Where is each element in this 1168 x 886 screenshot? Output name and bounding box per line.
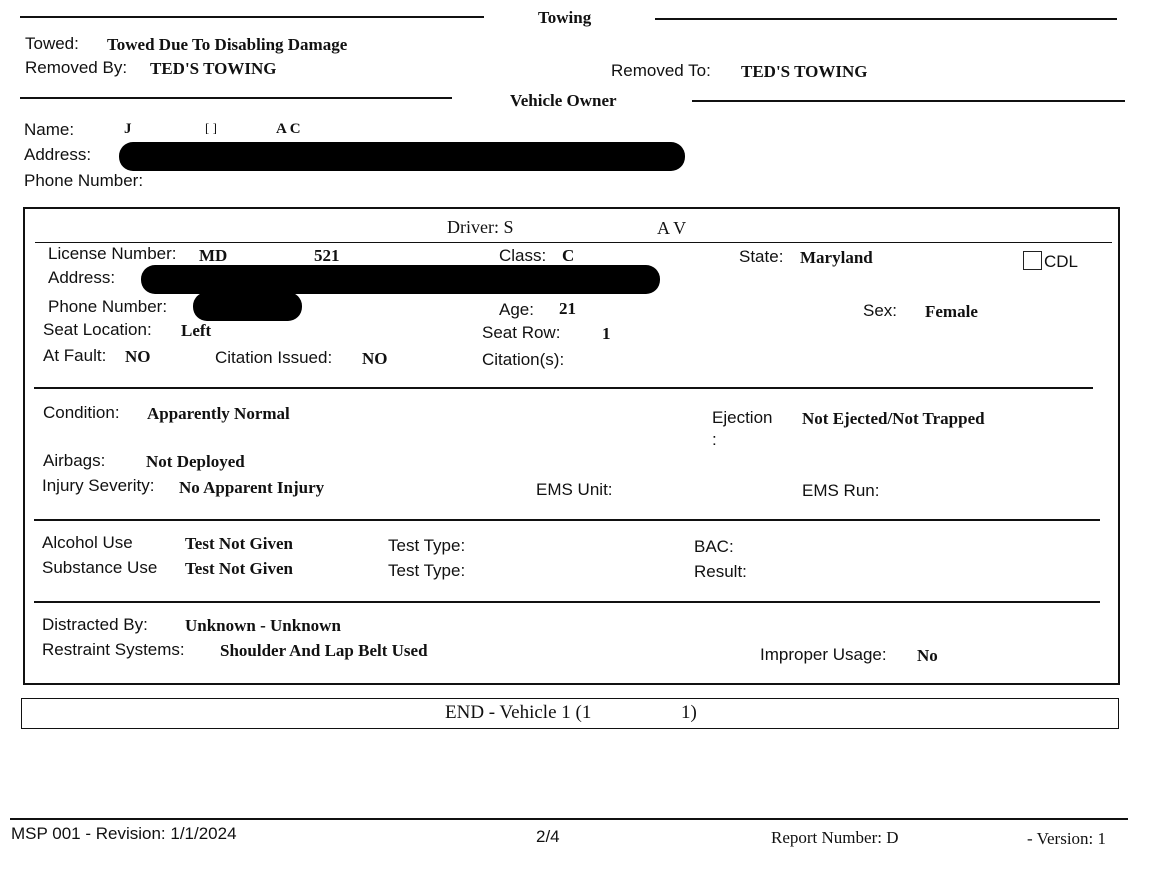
age-label: Age: [499,300,534,319]
cdl-label: CDL [1044,252,1079,271]
distracted-by-label: Distracted By: [42,615,148,634]
seat-row-value: 1 [602,324,611,343]
restraint-systems-value: Shoulder And Lap Belt Used [220,641,428,660]
age-value: 21 [559,299,576,318]
substance-test-type-label: Test Type: [388,561,466,580]
injury-severity-label: Injury Severity: [42,476,155,495]
ejection-value: Not Ejected/Not Trapped [802,409,985,428]
condition-label: Condition: [43,403,120,422]
owner-name-last: A C [276,121,301,137]
towing-rule-right [655,18,1117,20]
improper-usage-label: Improper Usage: [760,645,887,664]
removed-by-label: Removed By: [25,58,128,77]
result-label: Result: [694,562,747,581]
end-vehicle-suffix: 1) [681,702,697,723]
airbags-label: Airbags: [43,451,106,470]
driver-header-label: Driver: S [447,217,514,237]
alcohol-use-value: Test Not Given [185,534,293,553]
driver-rule-1 [34,387,1093,389]
driver-address-redaction [141,265,660,294]
footer-rule [10,818,1128,820]
state-label: State: [739,247,784,266]
footer-form-revision: MSP 001 - Revision: 1/1/2024 [11,824,237,843]
owner-address-label: Address: [24,145,92,164]
driver-rule-3 [34,601,1100,603]
towing-rule-left [20,16,484,18]
injury-severity-value: No Apparent Injury [179,478,325,497]
driver-header-suffix: A V [657,218,687,238]
seat-location-value: Left [181,321,212,340]
citation-issued-label: Citation Issued: [215,348,333,367]
airbags-value: Not Deployed [146,452,245,471]
footer-report-number: Report Number: D [771,828,899,847]
at-fault-label: At Fault: [43,346,107,365]
license-number-prefix: MD [199,246,228,265]
footer-page-number: 2/4 [536,827,560,846]
citation-issued-value: NO [362,349,388,368]
license-number-label: License Number: [48,244,177,263]
ejection-label: Ejection [712,408,773,427]
driver-rule-2 [34,519,1100,521]
owner-phone-label: Phone Number: [24,171,144,190]
substance-use-label: Substance Use [42,558,158,577]
owner-header: Vehicle Owner [510,91,617,110]
removed-to-label: Removed To: [611,61,711,80]
ems-unit-label: EMS Unit: [536,480,613,499]
condition-value: Apparently Normal [147,404,290,423]
bac-label: BAC: [694,537,734,556]
seat-location-label: Seat Location: [43,320,152,339]
owner-name-mid: [ ] [205,120,217,135]
sex-value: Female [925,302,978,321]
ejection-colon: : [712,430,717,449]
class-value: C [562,246,575,265]
alcohol-use-label: Alcohol Use [42,533,133,552]
at-fault-value: NO [125,347,151,366]
towed-value: Towed Due To Disabling Damage [107,35,348,54]
substance-use-value: Test Not Given [185,559,293,578]
end-vehicle-prefix: END - Vehicle 1 (1 [445,702,592,723]
alcohol-test-type-label: Test Type: [388,536,466,555]
driver-header-rule [35,242,1112,243]
cdl-checkbox[interactable] [1023,251,1042,270]
seat-row-label: Seat Row: [482,323,561,342]
improper-usage-value: No [917,646,938,665]
removed-by-value: TED'S TOWING [150,59,277,78]
removed-to-value: TED'S TOWING [741,62,868,81]
owner-rule-right [692,100,1125,102]
towing-header: Towing [538,8,592,27]
ems-run-label: EMS Run: [802,481,880,500]
driver-phone-redaction [193,292,302,321]
class-label: Class: [499,246,547,265]
sex-label: Sex: [863,301,898,320]
owner-name-first: J [124,121,132,137]
owner-rule-left [20,97,452,99]
license-number-suffix: 521 [314,246,340,265]
owner-address-redaction [119,142,685,171]
state-value: Maryland [800,248,873,267]
towed-label: Towed: [25,34,79,53]
footer-version: - Version: 1 [1027,829,1107,848]
restraint-systems-label: Restraint Systems: [42,640,185,659]
driver-address-label: Address: [48,268,116,287]
distracted-by-value: Unknown - Unknown [185,616,341,635]
citations-label: Citation(s): [482,350,565,369]
driver-phone-label: Phone Number: [48,297,168,316]
owner-name-label: Name: [24,120,75,139]
